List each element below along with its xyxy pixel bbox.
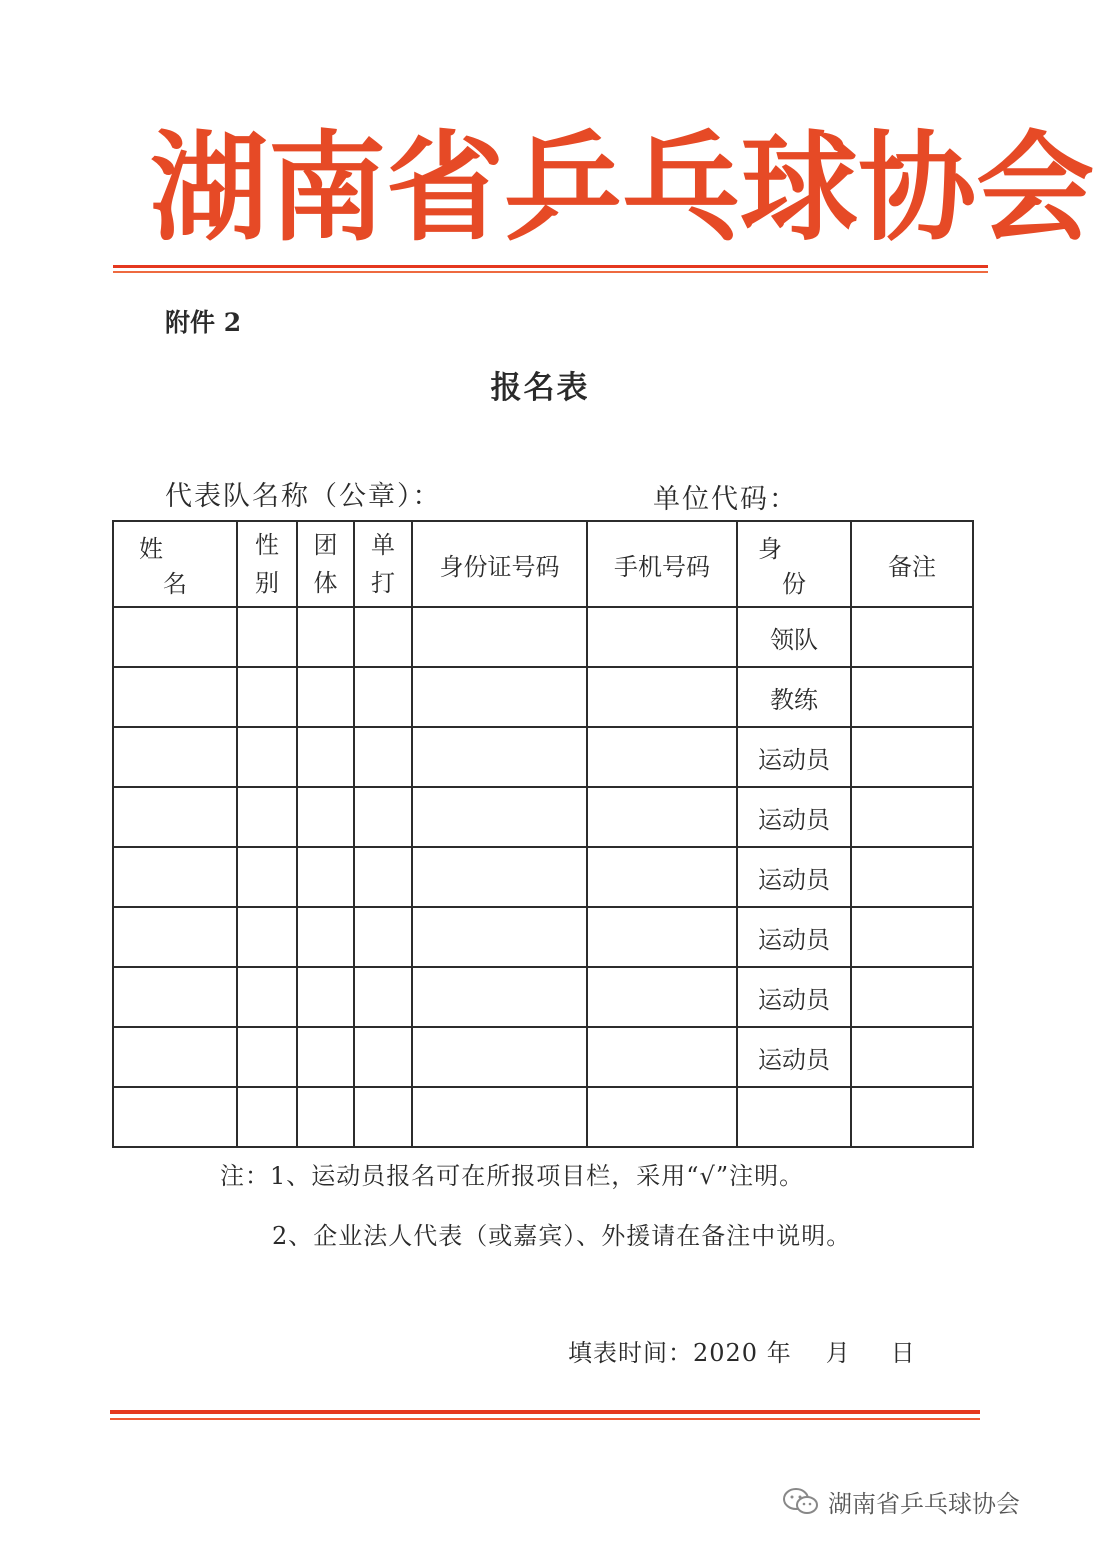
gender-cell[interactable] (237, 847, 297, 907)
team-event-cell[interactable] (297, 967, 354, 1027)
table-row (113, 1087, 973, 1147)
team-event-cell[interactable] (297, 907, 354, 967)
singles-event-cell[interactable] (354, 907, 412, 967)
singles-event-cell[interactable] (354, 1087, 412, 1147)
gender-cell[interactable] (237, 667, 297, 727)
role-cell: 运动员 (737, 847, 851, 907)
team-event-cell[interactable] (297, 727, 354, 787)
role-cell: 运动员 (737, 727, 851, 787)
name-cell[interactable] (113, 667, 237, 727)
id-number-cell[interactable] (412, 787, 587, 847)
header-gender: 性别 (237, 521, 297, 607)
name-cell[interactable] (113, 907, 237, 967)
gender-cell[interactable] (237, 907, 297, 967)
gender-cell[interactable] (237, 967, 297, 1027)
letterhead-char: 省 (386, 118, 505, 257)
attachment-label: 附件 2 (165, 308, 242, 337)
singles-event-cell[interactable] (354, 607, 412, 667)
unit-code-label: 单位代码： (653, 484, 798, 515)
singles-event-cell[interactable] (354, 727, 412, 787)
id-number-cell[interactable] (412, 847, 587, 907)
role-cell: 教练 (737, 667, 851, 727)
phone-cell[interactable] (587, 667, 737, 727)
table-row (113, 787, 973, 847)
wechat-watermark (782, 1484, 1020, 1519)
letterhead-title (150, 118, 1094, 258)
role-cell: 领队 (737, 607, 851, 667)
fill-time-month: 月 (825, 1339, 851, 1367)
singles-event-cell[interactable] (354, 787, 412, 847)
letterhead-char: 乓 (622, 118, 741, 257)
letterhead-char: 南 (268, 118, 387, 257)
header-team-event: 团体 (297, 521, 354, 607)
gender-cell[interactable] (237, 787, 297, 847)
header-phone: 手机号码 (587, 521, 737, 607)
footer-divider (110, 1410, 980, 1414)
team-name-label: 代表队名称（公章）： (165, 481, 442, 512)
name-cell[interactable] (113, 607, 237, 667)
form-title: 报名表 (490, 370, 590, 406)
phone-cell[interactable] (587, 1087, 737, 1147)
id-number-cell[interactable] (412, 967, 587, 1027)
letterhead-char: 协 (858, 118, 977, 257)
phone-cell[interactable] (587, 727, 737, 787)
phone-cell[interactable] (587, 967, 737, 1027)
singles-event-cell[interactable] (354, 1027, 412, 1087)
id-number-cell[interactable] (412, 607, 587, 667)
id-number-cell[interactable] (412, 1087, 587, 1147)
team-event-cell[interactable] (297, 667, 354, 727)
team-event-cell[interactable] (297, 787, 354, 847)
table-row (113, 1027, 973, 1087)
name-cell[interactable] (113, 1027, 237, 1087)
remarks-cell[interactable] (851, 847, 973, 907)
remarks-cell[interactable] (851, 967, 973, 1027)
phone-cell[interactable] (587, 847, 737, 907)
singles-event-cell[interactable] (354, 667, 412, 727)
role-cell: 运动员 (737, 787, 851, 847)
singles-event-cell[interactable] (354, 967, 412, 1027)
header-singles-event: 单打 (354, 521, 412, 607)
letterhead-divider (113, 265, 988, 268)
header-id-number: 身份证号码 (412, 521, 587, 607)
registration-table (112, 520, 974, 1148)
team-event-cell[interactable] (297, 1087, 354, 1147)
role-cell: 运动员 (737, 1027, 851, 1087)
remarks-cell[interactable] (851, 907, 973, 967)
remarks-cell[interactable] (851, 607, 973, 667)
table-row (113, 667, 973, 727)
phone-cell[interactable] (587, 607, 737, 667)
note-1: 注：1、运动员报名可在所报项目栏，采用“√”注明。 (220, 1162, 805, 1190)
gender-cell[interactable] (237, 1027, 297, 1087)
note-2: 2、企业法人代表（或嘉宾）、外援请在备注中说明。 (272, 1222, 852, 1250)
remarks-cell[interactable] (851, 787, 973, 847)
letterhead-divider-thin (113, 271, 988, 273)
name-cell[interactable] (113, 847, 237, 907)
fill-time-day: 日 (890, 1339, 916, 1367)
team-event-cell[interactable] (297, 1027, 354, 1087)
team-event-cell[interactable] (297, 607, 354, 667)
footer-divider-thin (110, 1418, 980, 1420)
remarks-cell[interactable] (851, 1027, 973, 1087)
remarks-cell[interactable] (851, 1087, 973, 1147)
letterhead-char: 湖 (150, 118, 269, 257)
phone-cell[interactable] (587, 1027, 737, 1087)
letterhead-char: 乒 (504, 118, 623, 257)
header-name: 姓名 (113, 521, 237, 607)
gender-cell[interactable] (237, 607, 297, 667)
id-number-cell[interactable] (412, 667, 587, 727)
id-number-cell[interactable] (412, 907, 587, 967)
phone-cell[interactable] (587, 787, 737, 847)
id-number-cell[interactable] (412, 727, 587, 787)
phone-cell[interactable] (587, 907, 737, 967)
table-row (113, 907, 973, 967)
table-row (113, 967, 973, 1027)
fill-time (568, 1333, 916, 1368)
name-cell[interactable] (113, 1087, 237, 1147)
role-cell[interactable] (737, 1087, 851, 1147)
table-row (113, 607, 973, 667)
role-cell: 运动员 (737, 967, 851, 1027)
table-row (113, 847, 973, 907)
table-row (113, 727, 973, 787)
gender-cell[interactable] (237, 1087, 297, 1147)
singles-event-cell[interactable] (354, 847, 412, 907)
table-header-row (113, 521, 973, 607)
letterhead-char: 球 (740, 118, 859, 257)
watermark-text: 湖南省乒乓球协会 (828, 1490, 1020, 1518)
header-remarks: 备注 (851, 521, 973, 607)
wechat-icon (782, 1487, 820, 1517)
name-cell[interactable] (113, 787, 237, 847)
remarks-cell[interactable] (851, 727, 973, 787)
gender-cell[interactable] (237, 727, 297, 787)
name-cell[interactable] (113, 967, 237, 1027)
team-event-cell[interactable] (297, 847, 354, 907)
fill-time-label: 填表时间：2020 年 (568, 1339, 792, 1367)
remarks-cell[interactable] (851, 667, 973, 727)
header-role: 身份 (737, 521, 851, 607)
letterhead-char: 会 (976, 118, 1094, 257)
name-cell[interactable] (113, 727, 237, 787)
id-number-cell[interactable] (412, 1027, 587, 1087)
role-cell: 运动员 (737, 907, 851, 967)
